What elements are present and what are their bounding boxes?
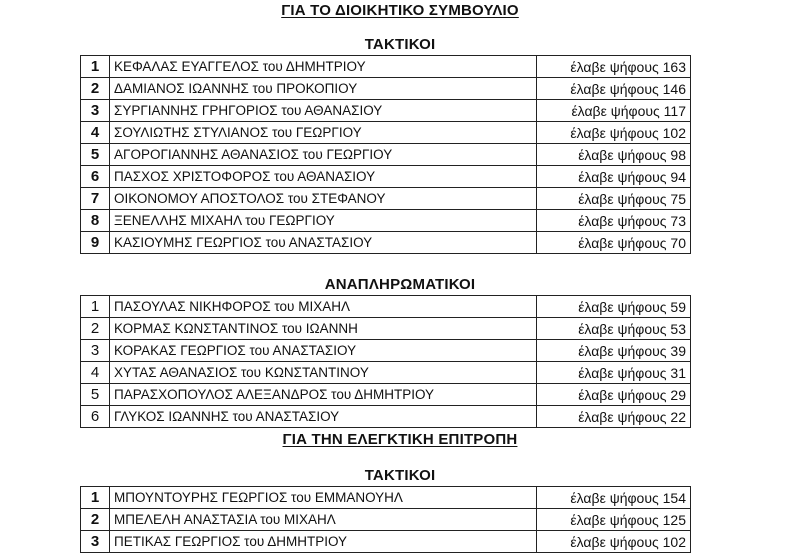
row-number: 5	[81, 144, 110, 166]
table-row	[81, 100, 691, 122]
candidate-name: ΠΑΡΑΣΧΟΠΟΥΛΟΣ ΑΛΕΞΑΝΔΡΟΣ του ΔΗΜΗΤΡΙΟΥ	[110, 384, 537, 406]
row-number: 4	[81, 122, 110, 144]
row-number: 2	[81, 318, 110, 340]
audit-regular-title: ΤΑΚΤΙΚΟΙ	[364, 467, 436, 484]
row-number: 2	[81, 78, 110, 100]
vote-count: έλαβε ψήφους 102	[537, 122, 691, 144]
table-row	[81, 166, 691, 188]
table-row	[81, 188, 691, 210]
table-row	[81, 232, 691, 254]
audit-regular-table	[80, 486, 691, 553]
candidate-name: ΞΕΝΕΛΛΗΣ ΜΙΧΑΗΛ του ΓΕΩΡΓΙΟΥ	[110, 210, 537, 232]
board-regular-title: ΤΑΚΤΙΚΟΙ	[364, 36, 436, 53]
table-row	[81, 296, 691, 318]
board-title: ΓΙΑ ΤΟ ΔΙΟΙΚΗΤΙΚΟ ΣΥΜΒΟΥΛΙΟ	[281, 2, 519, 19]
vote-count: έλαβε ψήφους 102	[537, 531, 691, 553]
candidate-name: ΚΟΡΜΑΣ ΚΩΝΣΤΑΝΤΙΝΟΣ του ΙΩΑΝΝΗ	[110, 318, 537, 340]
vote-count: έλαβε ψήφους 125	[537, 509, 691, 531]
candidate-name: ΠΕΤΙΚΑΣ ΓΕΩΡΓΙΟΣ του ΔΗΜΗΤΡΙΟΥ	[110, 531, 537, 553]
candidate-name: ΠΑΣΧΟΣ ΧΡΙΣΤΟΦΟΡΟΣ του ΑΘΑΝΑΣΙΟΥ	[110, 166, 537, 188]
candidate-name: ΚΑΣΙΟΥΜΗΣ ΓΕΩΡΓΙΟΣ του ΑΝΑΣΤΑΣΙΟΥ	[110, 232, 537, 254]
vote-count: έλαβε ψήφους 59	[537, 296, 691, 318]
vote-count: έλαβε ψήφους 75	[537, 188, 691, 210]
table-row	[81, 122, 691, 144]
table-row	[81, 531, 691, 553]
row-number: 4	[81, 362, 110, 384]
table-row	[81, 78, 691, 100]
board-alternate-table	[80, 295, 691, 428]
candidate-name: ΑΓΟΡΟΓΙΑΝΝΗΣ ΑΘΑΝΑΣΙΟΣ του ΓΕΩΡΓΙΟΥ	[110, 144, 537, 166]
candidate-name: ΔΑΜΙΑΝΟΣ ΙΩΑΝΝΗΣ του ΠΡΟΚΟΠΙΟΥ	[110, 78, 537, 100]
table-row	[81, 487, 691, 509]
row-number: 1	[81, 296, 110, 318]
table-row	[81, 384, 691, 406]
vote-count: έλαβε ψήφους 39	[537, 340, 691, 362]
row-number: 1	[81, 56, 110, 78]
candidate-name: ΧΥΤΑΣ ΑΘΑΝΑΣΙΟΣ του ΚΩΝΣΤΑΝΤΙΝΟΥ	[110, 362, 537, 384]
candidate-name: ΓΛΥΚΟΣ ΙΩΑΝΝΗΣ του ΑΝΑΣΤΑΣΙΟΥ	[110, 406, 537, 428]
table-row	[81, 362, 691, 384]
row-number: 5	[81, 384, 110, 406]
board-regular-rows	[81, 56, 691, 254]
vote-count: έλαβε ψήφους 98	[537, 144, 691, 166]
board-alternate-title: ΑΝΑΠΛΗΡΩΜΑΤΙΚΟΙ	[324, 276, 476, 293]
vote-count: έλαβε ψήφους 163	[537, 56, 691, 78]
row-number: 6	[81, 166, 110, 188]
vote-count: έλαβε ψήφους 154	[537, 487, 691, 509]
vote-count: έλαβε ψήφους 53	[537, 318, 691, 340]
candidate-name: ΚΟΡΑΚΑΣ ΓΕΩΡΓΙΟΣ του ΑΝΑΣΤΑΣΙΟΥ	[110, 340, 537, 362]
vote-count: έλαβε ψήφους 31	[537, 362, 691, 384]
table-row	[81, 509, 691, 531]
candidate-name: ΚΕΦΑΛΑΣ ΕΥΑΓΓΕΛΟΣ του ΔΗΜΗΤΡΙΟΥ	[110, 56, 537, 78]
table-row	[81, 340, 691, 362]
board-regular-table	[80, 55, 691, 254]
table-row	[81, 318, 691, 340]
candidate-name: ΣΟΥΛΙΩΤΗΣ ΣΤΥΛΙΑΝΟΣ του ΓΕΩΡΓΙΟΥ	[110, 122, 537, 144]
row-number: 7	[81, 188, 110, 210]
table-row	[81, 210, 691, 232]
vote-count: έλαβε ψήφους 94	[537, 166, 691, 188]
audit-title: ΓΙΑ ΤΗΝ ΕΛΕΓΚΤΙΚΗ ΕΠΙΤΡΟΠΗ	[282, 431, 518, 448]
table-row	[81, 406, 691, 428]
row-number: 3	[81, 531, 110, 553]
row-number: 6	[81, 406, 110, 428]
table-row	[81, 144, 691, 166]
row-number: 8	[81, 210, 110, 232]
candidate-name: ΠΑΣΟΥΛΑΣ ΝΙΚΗΦΟΡΟΣ του ΜΙΧΑΗΛ	[110, 296, 537, 318]
vote-count: έλαβε ψήφους 117	[537, 100, 691, 122]
vote-count: έλαβε ψήφους 146	[537, 78, 691, 100]
candidate-name: ΣΥΡΓΙΑΝΝΗΣ ΓΡΗΓΟΡΙΟΣ του ΑΘΑΝΑΣΙΟΥ	[110, 100, 537, 122]
vote-count: έλαβε ψήφους 22	[537, 406, 691, 428]
vote-count: έλαβε ψήφους 70	[537, 232, 691, 254]
row-number: 3	[81, 340, 110, 362]
candidate-name: ΜΠΕΛΕΛΗ ΑΝΑΣΤΑΣΙΑ του ΜΙΧΑΗΛ	[110, 509, 537, 531]
vote-count: έλαβε ψήφους 29	[537, 384, 691, 406]
row-number: 1	[81, 487, 110, 509]
row-number: 3	[81, 100, 110, 122]
candidate-name: ΟΙΚΟΝΟΜΟΥ ΑΠΟΣΤΟΛΟΣ του ΣΤΕΦΑΝΟΥ	[110, 188, 537, 210]
board-alternate-rows	[81, 296, 691, 428]
row-number: 9	[81, 232, 110, 254]
table-row	[81, 56, 691, 78]
row-number: 2	[81, 509, 110, 531]
audit-regular-rows	[81, 487, 691, 553]
candidate-name: ΜΠΟΥΝΤΟΥΡΗΣ ΓΕΩΡΓΙΟΣ του ΕΜΜΑΝΟΥΗΛ	[110, 487, 537, 509]
vote-count: έλαβε ψήφους 73	[537, 210, 691, 232]
